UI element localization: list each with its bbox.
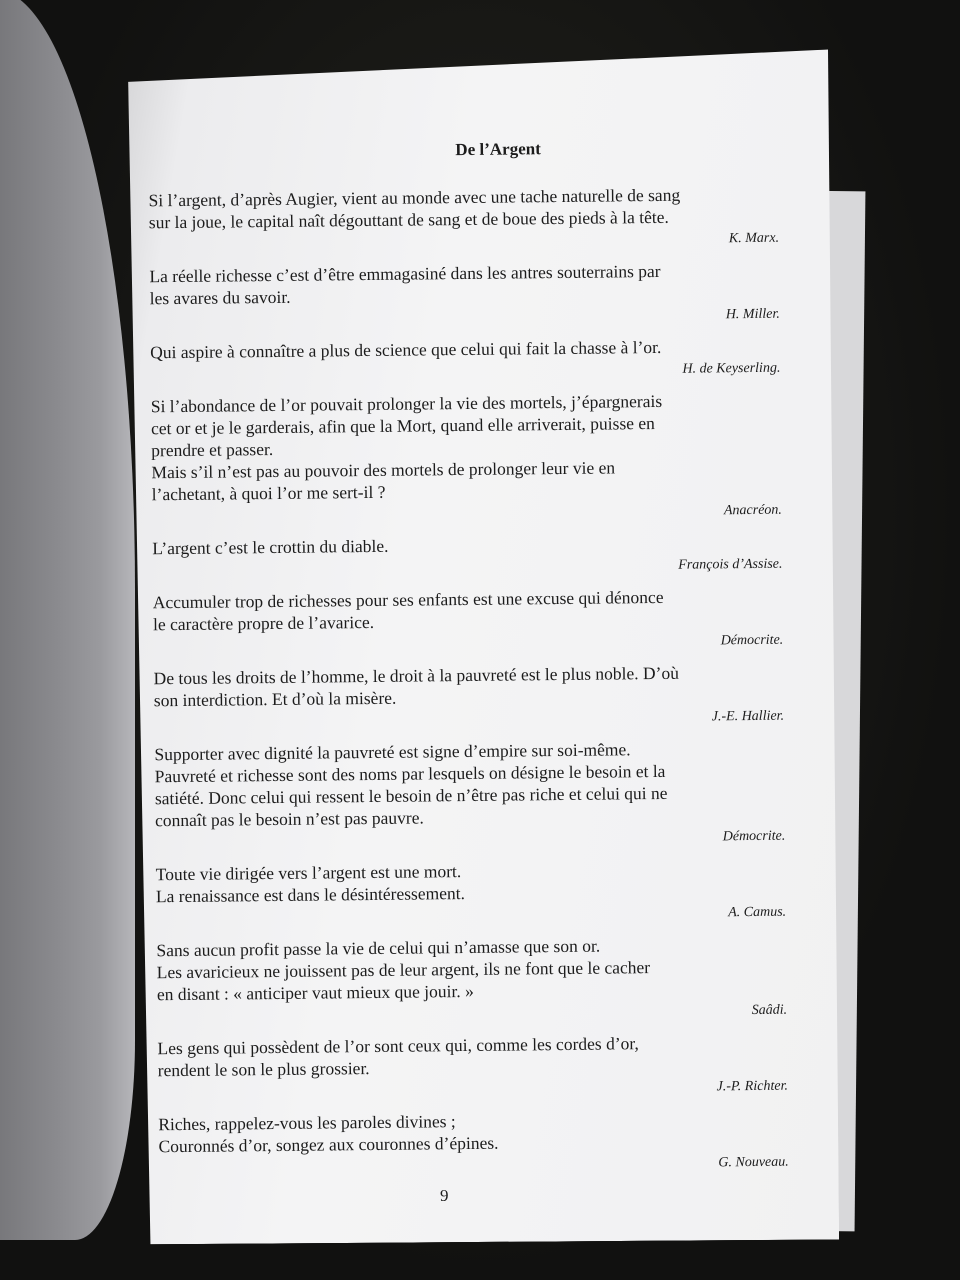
quote-block (148, 183, 779, 254)
quote-block (154, 661, 785, 732)
quote-text: Si l’abondance de l’or pouvait prolonger la vie des mortels, j’épargnerais cet or et je le garderais, afin que la Mort, quand elle arriverait, puisse en prendre et passer. Mais s’il n’est pas au pouvoir des mortels de prolonger leur vie en l’achetant, à quoi l’or me sert-il ? (150, 390, 663, 505)
quote-block (156, 857, 787, 928)
quote-block (154, 737, 785, 852)
quote-text: Supporter avec dignité la pauvreté est signe d’empire sur soi-même. Pauvreté et richesse sont des noms par lesquels on désigne le besoin et la satiété. Donc celui qui ressent le besoin de n’être pas riche et celui qui ne connaît pas le besoin n’est pas pauvre. (154, 739, 668, 831)
quote-list (148, 183, 788, 1178)
quote-text: De tous les droits de l’homme, le droit à la pauvreté est le plus noble. D’où son interdiction. Et d’où la misère. (153, 662, 680, 711)
quote-block (151, 389, 782, 526)
quote-author: Anacréon. (723, 502, 782, 519)
quote-text: Toute vie dirigée vers l’argent est une mort. La renaissance est dans le désintéressement. (155, 861, 466, 907)
quote-block (153, 585, 784, 656)
quote-text: Si l’argent, d’après Augier, vient au monde avec une tache naturelle de sang sur la joue, le capital naît dégouttant de sang et de boue des pieds à la tête. (148, 184, 681, 233)
quote-author: K. Marx. (728, 230, 780, 247)
quote-author: Saâdi. (751, 1002, 788, 1019)
quote-text: Accumuler trop de richesses pour ses enfants est une excuse qui dénonce le caractère propre de l’avarice. (152, 586, 664, 635)
quote-block (150, 335, 780, 384)
quote-block (158, 1107, 789, 1178)
quote-author: Démocrite. (722, 828, 786, 845)
quote-text: La réelle richesse c’est d’être emmagasiné dans les antres souterrains par les avares du savoir. (149, 260, 661, 309)
facing-page-edge (0, 0, 135, 1240)
quote-author: G. Nouveau. (718, 1154, 789, 1171)
page-content (148, 137, 789, 1190)
page-number: 9 (440, 1186, 449, 1205)
page-title: De l’Argent (455, 139, 541, 160)
quote-text: Qui aspire à connaître a plus de science que celui qui fait la chasse à l’or. (150, 336, 662, 363)
quote-block (152, 531, 782, 580)
quote-author: J.-E. Hallier. (711, 708, 785, 725)
quote-text: L’argent c’est le crottin du diable. (152, 535, 389, 559)
quote-block (157, 1031, 788, 1102)
quote-block (156, 933, 787, 1026)
quote-author: A. Camus. (728, 904, 787, 921)
quote-text: Les gens qui possèdent de l’or sont ceux qui, comme les cordes d’or, rendent le son le plus grossier. (157, 1033, 639, 1081)
quote-author: François d’Assise. (678, 556, 783, 573)
quote-block (149, 259, 780, 330)
quote-author: H. Miller. (725, 306, 780, 323)
quote-text: Riches, rappelez-vous les paroles divines ; Couronnés d’or, songez aux couronnes d’épines. (158, 1111, 499, 1157)
quote-text: Sans aucun profit passe la vie de celui qui n’amasse que son or. Les avaricieux ne jouissent pas de leur argent, ils ne font que le cacher en disant : « anticiper vaut mieux que jouir. » (156, 935, 651, 1005)
quote-author: J.-P. Richter. (716, 1078, 789, 1095)
quote-author: Démocrite. (720, 632, 784, 649)
quote-author: H. de Keyserling. (682, 360, 781, 377)
